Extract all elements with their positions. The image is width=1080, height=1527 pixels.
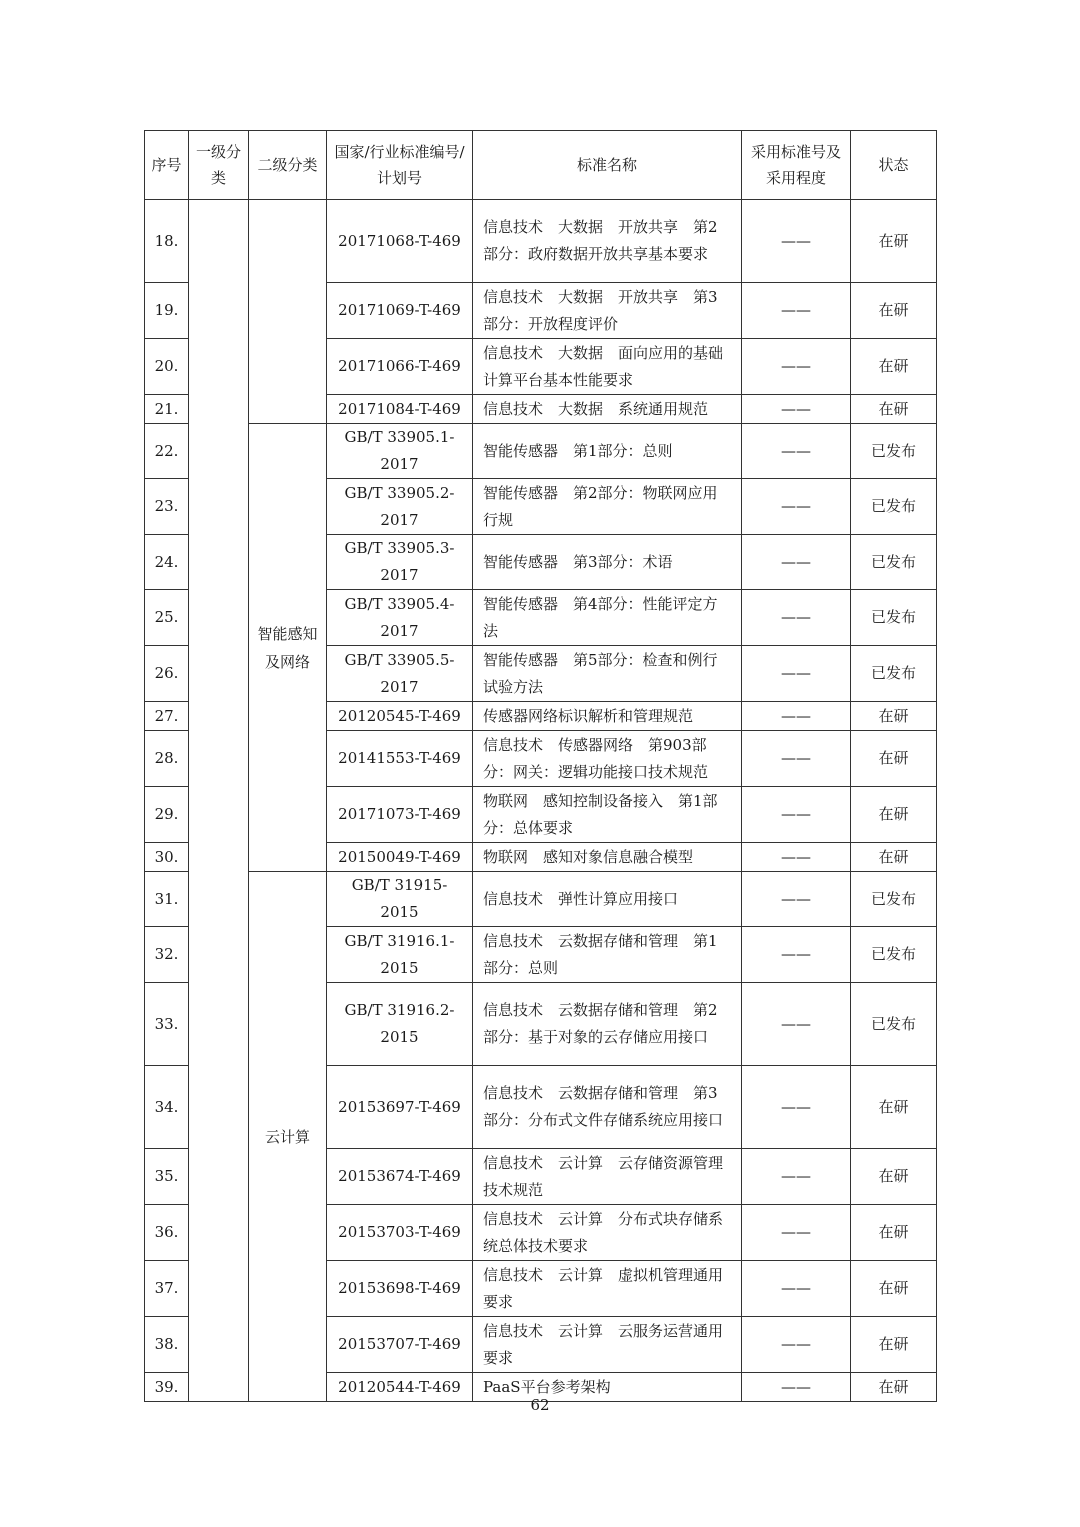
cell-status: 在研 <box>851 283 937 339</box>
table-row <box>145 200 937 283</box>
cell-code: 20141553-T-469 <box>327 731 473 787</box>
cell-name: 物联网 感知控制设备接入 第1部分：总体要求 <box>473 787 742 843</box>
cell-name: 信息技术 传感器网络 第903部分：网关：逻辑功能接口技术规范 <box>473 731 742 787</box>
cell-name: 智能传感器 第4部分：性能评定方法 <box>473 590 742 646</box>
cell-status: 已发布 <box>851 646 937 702</box>
cell-name: 信息技术 大数据 开放共享 第2部分：政府数据开放共享基本要求 <box>473 200 742 283</box>
page-number: 62 <box>530 1396 550 1414</box>
cell-status: 在研 <box>851 702 937 731</box>
cell-seq: 38. <box>145 1317 189 1373</box>
cell-status: 已发布 <box>851 424 937 479</box>
cell-adoption: —— <box>742 395 851 424</box>
cell-adoption: —— <box>742 1066 851 1149</box>
cell-seq: 28. <box>145 731 189 787</box>
cell-adoption: —— <box>742 283 851 339</box>
table-body <box>145 200 937 1402</box>
cell-name: 智能传感器 第2部分：物联网应用行规 <box>473 479 742 535</box>
cell-status: 已发布 <box>851 983 937 1066</box>
cell-status: 在研 <box>851 731 937 787</box>
cell-adoption: —— <box>742 843 851 872</box>
cell-name: 物联网 感知对象信息融合模型 <box>473 843 742 872</box>
cell-status: 在研 <box>851 1205 937 1261</box>
cell-seq: 19. <box>145 283 189 339</box>
cell-seq: 18. <box>145 200 189 283</box>
cell-seq: 22. <box>145 424 189 479</box>
cell-name: 智能传感器 第3部分：术语 <box>473 535 742 590</box>
cell-name: 信息技术 大数据 系统通用规范 <box>473 395 742 424</box>
cell-adoption: —— <box>742 787 851 843</box>
cell-seq: 31. <box>145 872 189 927</box>
cell-status: 在研 <box>851 1149 937 1205</box>
cell-name: 信息技术 大数据 开放共享 第3部分：开放程度评价 <box>473 283 742 339</box>
cell-name: 信息技术 云计算 虚拟机管理通用要求 <box>473 1261 742 1317</box>
cell-seq: 20. <box>145 339 189 395</box>
cell-code: GB/T 33905.1-2017 <box>327 424 473 479</box>
cell-code: 20120545-T-469 <box>327 702 473 731</box>
cell-code: 20171066-T-469 <box>327 339 473 395</box>
cell-adoption: —— <box>742 646 851 702</box>
cell-adoption: —— <box>742 927 851 983</box>
header-category-2: 二级分类 <box>249 131 327 200</box>
cell-name: 信息技术 云数据存储和管理 第3部分：分布式文件存储系统应用接口 <box>473 1066 742 1149</box>
cell-seq: 27. <box>145 702 189 731</box>
cell-name: 信息技术 云计算 云存储资源管理技术规范 <box>473 1149 742 1205</box>
cell-status: 在研 <box>851 200 937 283</box>
header-standard-name: 标准名称 <box>473 131 742 200</box>
cell-seq: 34. <box>145 1066 189 1149</box>
cell-status: 已发布 <box>851 479 937 535</box>
cell-name: 传感器网络标识解析和管理规范 <box>473 702 742 731</box>
cell-seq: 32. <box>145 927 189 983</box>
cell-seq: 25. <box>145 590 189 646</box>
cell-seq: 39. <box>145 1373 189 1402</box>
cell-status: 在研 <box>851 1317 937 1373</box>
cell-seq: 30. <box>145 843 189 872</box>
header-row <box>145 131 937 200</box>
cell-adoption: —— <box>742 1149 851 1205</box>
cell-seq: 23. <box>145 479 189 535</box>
cell-category-2 <box>249 200 327 424</box>
cell-code: GB/T 31916.1-2015 <box>327 927 473 983</box>
header-adoption: 采用标准号及采用程度 <box>742 131 851 200</box>
cell-code: 20153698-T-469 <box>327 1261 473 1317</box>
cell-name: 智能传感器 第1部分：总则 <box>473 424 742 479</box>
cell-code: 20171084-T-469 <box>327 395 473 424</box>
cell-code: 20120544-T-469 <box>327 1373 473 1402</box>
cell-name: 智能传感器 第5部分：检查和例行试验方法 <box>473 646 742 702</box>
cell-adoption: —— <box>742 1317 851 1373</box>
cell-adoption: —— <box>742 1261 851 1317</box>
cell-code: 20150049-T-469 <box>327 843 473 872</box>
cell-status: 在研 <box>851 1373 937 1402</box>
cell-code: 20171073-T-469 <box>327 787 473 843</box>
cell-status: 在研 <box>851 843 937 872</box>
cell-code: 20153703-T-469 <box>327 1205 473 1261</box>
cell-adoption: —— <box>742 535 851 590</box>
cell-adoption: —— <box>742 424 851 479</box>
cell-adoption: —— <box>742 731 851 787</box>
cell-status: 在研 <box>851 1261 937 1317</box>
cell-adoption: —— <box>742 1205 851 1261</box>
cell-status: 在研 <box>851 395 937 424</box>
cell-category-1 <box>189 200 249 1402</box>
cell-category-2-cloud: 云计算 <box>249 872 327 1402</box>
cell-adoption: —— <box>742 702 851 731</box>
cell-code: GB/T 31915-2015 <box>327 872 473 927</box>
header-status: 状态 <box>851 131 937 200</box>
cell-adoption: —— <box>742 479 851 535</box>
header-category-1: 一级分类 <box>189 131 249 200</box>
cell-seq: 33. <box>145 983 189 1066</box>
cell-adoption: —— <box>742 590 851 646</box>
cell-adoption: —— <box>742 200 851 283</box>
cell-code: GB/T 33905.4-2017 <box>327 590 473 646</box>
cell-adoption: —— <box>742 339 851 395</box>
cell-name: 信息技术 云计算 云服务运营通用要求 <box>473 1317 742 1373</box>
cell-adoption: —— <box>742 872 851 927</box>
cell-code: GB/T 33905.5-2017 <box>327 646 473 702</box>
cell-code: 20153674-T-469 <box>327 1149 473 1205</box>
cell-status: 已发布 <box>851 927 937 983</box>
cell-code: GB/T 31916.2-2015 <box>327 983 473 1066</box>
cell-code: 20171069-T-469 <box>327 283 473 339</box>
cell-category-2-sensing: 智能感知及网络 <box>249 424 327 872</box>
cell-seq: 35. <box>145 1149 189 1205</box>
cell-name: 信息技术 云数据存储和管理 第2部分：基于对象的云存储应用接口 <box>473 983 742 1066</box>
cell-seq: 21. <box>145 395 189 424</box>
cell-adoption: —— <box>742 983 851 1066</box>
cell-adoption: —— <box>742 1373 851 1402</box>
table-row <box>145 424 937 479</box>
cell-code: 20153707-T-469 <box>327 1317 473 1373</box>
cell-seq: 29. <box>145 787 189 843</box>
cell-status: 在研 <box>851 1066 937 1149</box>
cell-status: 已发布 <box>851 590 937 646</box>
cell-seq: 26. <box>145 646 189 702</box>
cell-name: 信息技术 云数据存储和管理 第1部分：总则 <box>473 927 742 983</box>
cell-code: 20171068-T-469 <box>327 200 473 283</box>
cell-code: GB/T 33905.3-2017 <box>327 535 473 590</box>
cell-seq: 37. <box>145 1261 189 1317</box>
header-seq: 序号 <box>145 131 189 200</box>
cell-name: PaaS平台参考架构 <box>473 1373 742 1402</box>
cell-status: 已发布 <box>851 872 937 927</box>
cell-name: 信息技术 大数据 面向应用的基础计算平台基本性能要求 <box>473 339 742 395</box>
table-row <box>145 872 937 927</box>
cell-seq: 24. <box>145 535 189 590</box>
standards-table <box>144 130 937 1402</box>
header-standard-code: 国家/行业标准编号/计划号 <box>327 131 473 200</box>
cell-status: 在研 <box>851 787 937 843</box>
cell-status: 在研 <box>851 339 937 395</box>
cell-name: 信息技术 弹性计算应用接口 <box>473 872 742 927</box>
cell-status: 已发布 <box>851 535 937 590</box>
cell-seq: 36. <box>145 1205 189 1261</box>
cell-name: 信息技术 云计算 分布式块存储系统总体技术要求 <box>473 1205 742 1261</box>
cell-code: 20153697-T-469 <box>327 1066 473 1149</box>
cell-code: GB/T 33905.2-2017 <box>327 479 473 535</box>
